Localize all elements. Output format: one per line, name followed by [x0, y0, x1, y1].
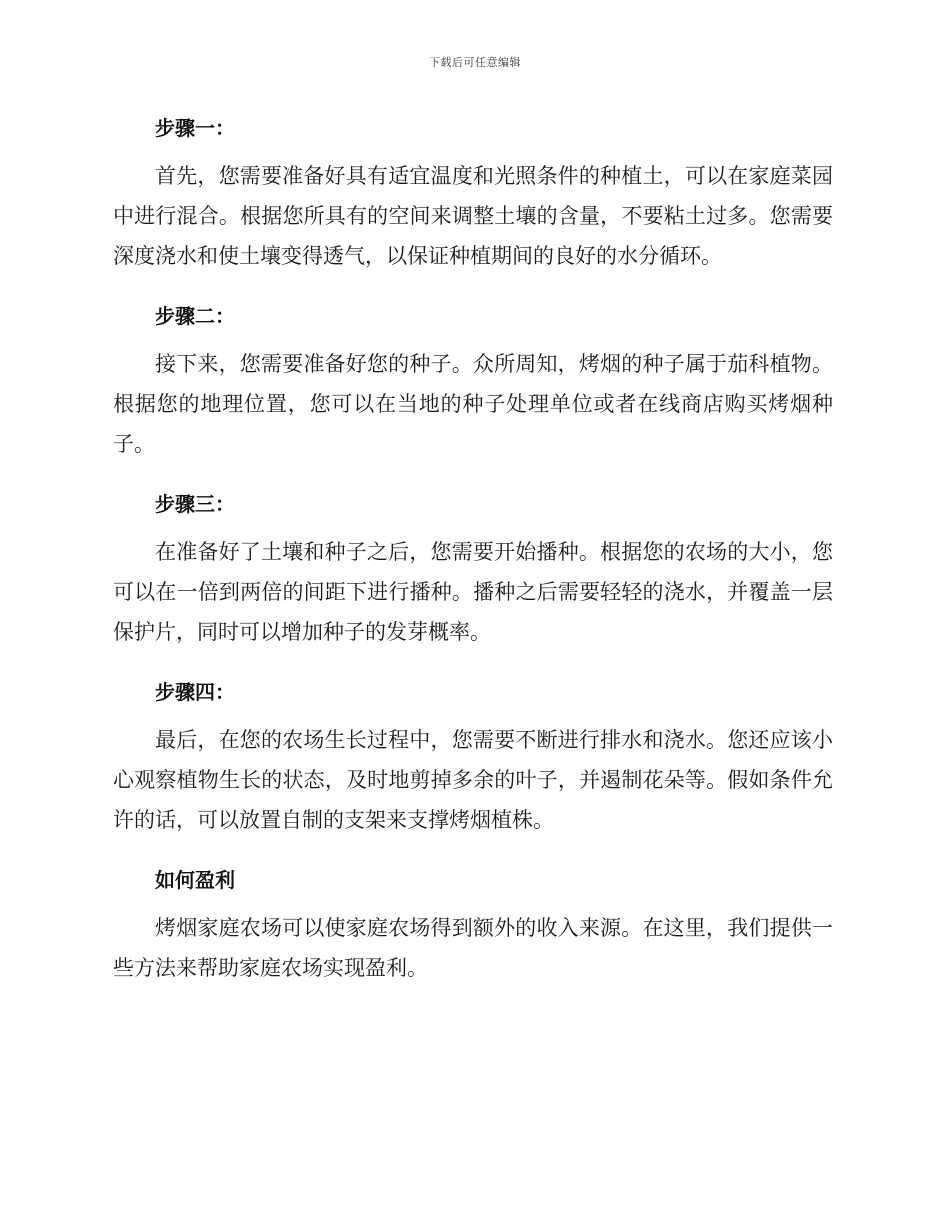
section-paragraph-step-2: 接下来，您需要准备好您的种子。众所周知，烤烟的种子属于茄科植物。根据您的地理位置，您可以在当地的种子处理单位或者在线商店购买烤烟种子。 — [113, 352, 833, 456]
section-heading-step-4: 步骤四： — [155, 680, 235, 704]
document-body — [113, 108, 833, 1008]
section-paragraph-step-3: 在准备好了土壤和种子之后，您需要开始播种。根据您的农场的大小，您可以在一倍到两倍的间距下进行播种。播种之后需要轻轻的浇水，并覆盖一层保护片，同时可以增加种子的发芽概率。 — [113, 540, 833, 644]
section-heading-profit: 如何盈利 — [155, 868, 235, 892]
section-paragraph-profit: 烤烟家庭农场可以使家庭农场得到额外的收入来源。在这里，我们提供一些方法来帮助家庭农场实现盈利。 — [113, 916, 833, 980]
section-paragraph-step-4: 最后，在您的农场生长过程中，您需要不断进行排水和浇水。您还应该小心观察植物生长的状态，及时地剪掉多余的叶子，并遏制花朵等。假如条件允许的话，可以放置自制的支架来支撑烤烟植株。 — [113, 728, 833, 832]
section-paragraph-step-1: 首先，您需要准备好具有适宜温度和光照条件的种植土，可以在家庭菜园中进行混合。根据您所具有的空间来调整土壤的含量，不要粘土过多。您需要深度浇水和使土壤变得透气，以保证种植期间的良好的水分循环。 — [113, 164, 833, 268]
page-header: 下载后可任意编辑 — [429, 56, 521, 69]
section-heading-step-3: 步骤三： — [155, 492, 235, 516]
section-heading-step-1: 步骤一： — [155, 116, 235, 140]
section-heading-step-2: 步骤二： — [155, 304, 235, 328]
